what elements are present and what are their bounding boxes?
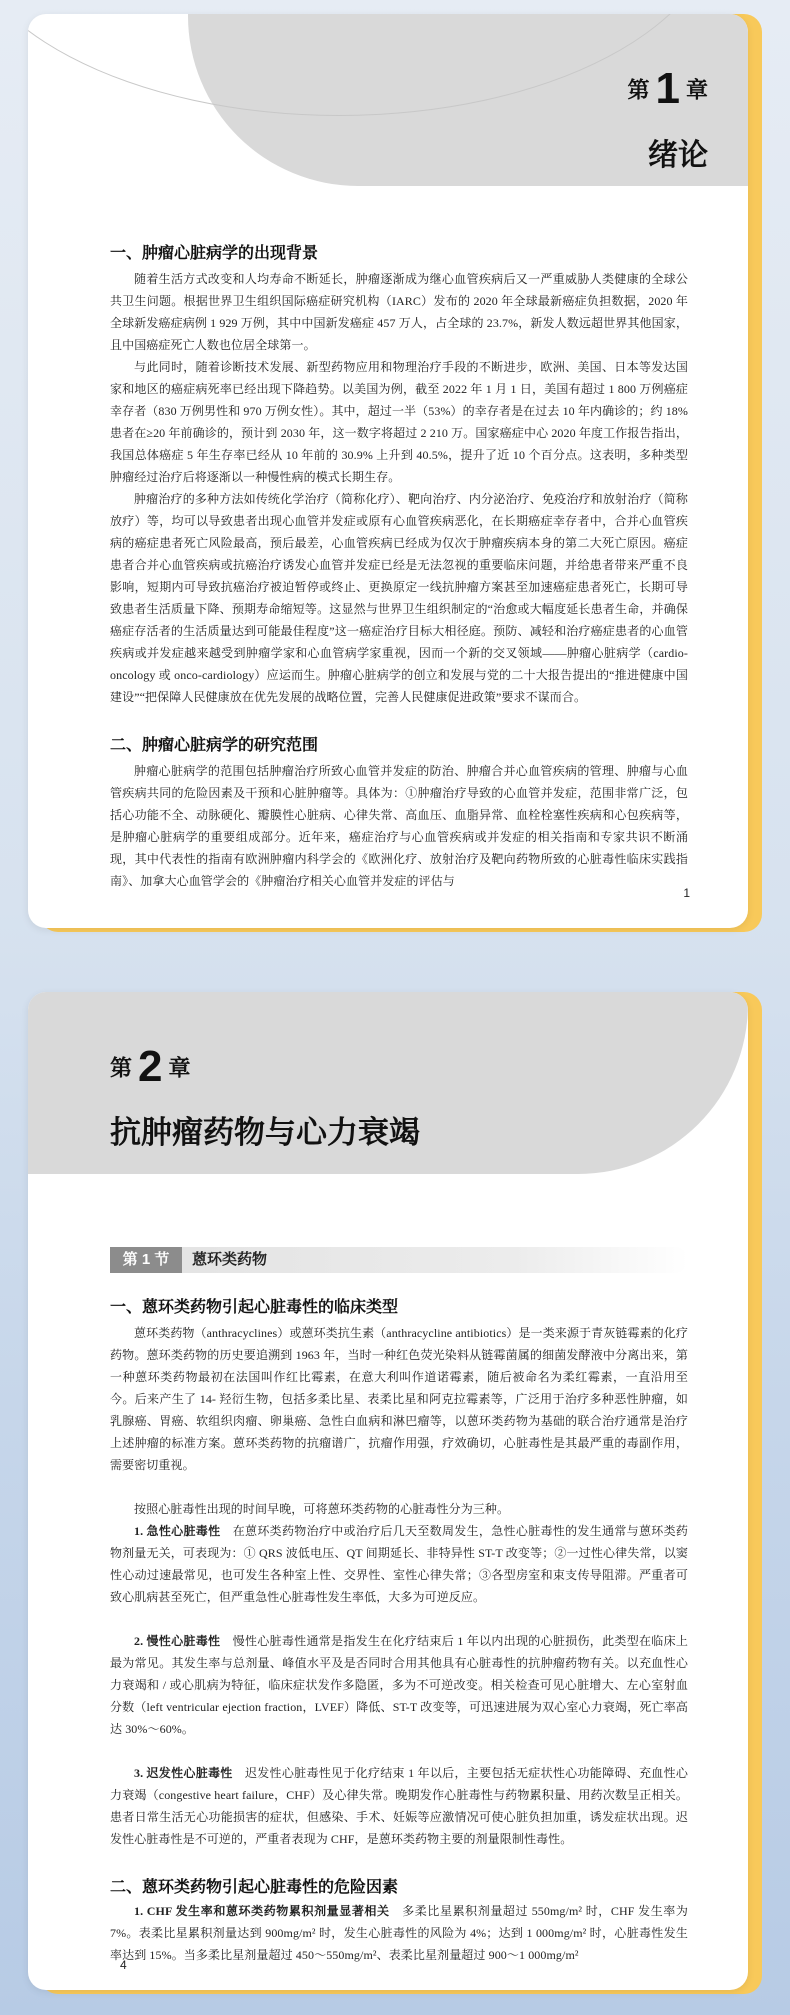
risk-paragraph xyxy=(110,1900,688,1966)
toxicity-type-paragraph xyxy=(110,1630,688,1740)
body-paragraph: 蒽环类药物（anthracyclines）或蒽环类抗生素（anthracycline antibiotics）是一类来源于青灰链霉素的化疗药物。蒽环类药物的历史要追溯到 1963 年，当时一种红色荧光染料从链霉菌属的细菌发酵液中分离出来，第一种蒽环类药物最初在法国叫作红比霉素，在意大利叫作道诺霉素，随后被命名为柔红霉素，一直沿用至今。后来产生了 14- 羟衍生物，包括多柔比星、表柔比星和阿克拉霉素等，广泛用于治疗多种恶性肿瘤，如乳腺癌、胃癌、软组织肉瘤、卵巢癌、急性白血病和淋巴瘤等，以蒽环类药物为基础的联合治疗通常是治疗上述肿瘤的标准方案。蒽环类药物的抗瘤谱广，抗瘤作用强，疗效确切，心脏毒性是其最严重的毒副作用，需要密切重视。 xyxy=(110,1326,688,1472)
section-title: 蒽环类药物 xyxy=(192,1251,268,1268)
body-paragraph: 肿瘤心脏病学的范围包括肿瘤治疗所致心血管并发症的防治、肿瘤合并心血管疾病的管理、肿瘤与心血管疾病共同的危险因素及干预和心脏肿瘤等。具体为：①肿瘤治疗导致的心血管并发症，范围非常广泛，包括心功能不全、动脉硬化、瓣膜性心脏病、心律失常、高血压、血脂异常、血栓栓塞性疾病和心包疾病等，是肿瘤心脏病学的重要组成部分。近年来，癌症治疗与心血管疾病或并发症的相关指南和专家共识不断涌现，其中代表性的指南有欧洲肿瘤内科学会的《欧洲化疗、放射治疗及靶向药物所致的心脏毒性临床实践指南》、加拿大心血管学会的《肿瘤治疗相关心血管并发症的评估与 xyxy=(110,764,688,888)
paragraph-lead: 3. 迟发性心脏毒性 xyxy=(134,1766,233,1780)
toxicity-type-paragraph xyxy=(110,1762,688,1850)
section-heading: 一、肿瘤心脏病学的出现背景 xyxy=(110,245,319,262)
chapter-number: 2 xyxy=(138,1042,163,1091)
body-paragraph: 随着生活方式改变和人均寿命不断延长，肿瘤逐渐成为继心血管疾病后又一严重威胁人类健康的全球公共卫生问题。根据世界卫生组织国际癌症研究机构（IARC）发布的 2020 年全球最新癌症负担数据，2020 年全球新发癌症病例 1 929 万例，其中中国新发癌症 457 万人，占全球的 23.7%，新发人数远超世界其他国家，且中国癌症死亡人数也位居全球第一。 xyxy=(110,272,688,352)
chapter-title: 抗肿瘤药物与心力衰竭 xyxy=(110,1115,420,1150)
section-number-tag: 第 1 节 xyxy=(110,1247,182,1273)
paragraph-text: 慢性心脏毒性通常是指发生在化疗结束后 1 年以内出现的心脏损伤，此类型在临床上最为常见。其发生率与总剂量、峰值水平及是否同时合用其他具有心脏毒性的抗肿瘤药物有关。以充血性心力衰竭和 / 或心肌病为特征，临床症状发作多隐匿，多为不可逆改变。相关检查可见心脏增大、左心室射血分数（left ventricular ejection fraction，LVEF）降低、ST-T 改变等，可迅速进展为双心室心力衰竭，死亡率高达 30%～60%。 xyxy=(110,1634,689,1736)
body-paragraph: 按照心脏毒性出现的时间早晚，可将蒽环类药物的心脏毒性分为三种。 xyxy=(134,1502,510,1516)
chapter-title: 绪论 xyxy=(648,139,708,172)
page-2 xyxy=(28,992,748,1990)
page-1 xyxy=(28,14,748,928)
chapter-prefix: 第 xyxy=(627,77,650,103)
body-paragraph: 与此同时，随着诊断技术发展、新型药物应用和物理治疗手段的不断进步，欧洲、美国、日本等发达国家和地区的癌症病死率已经出现下降趋势。以美国为例，截至 2022 年 1 月 1 日，美国有超过 1 800 万例癌症幸存者（830 万例男性和 970 万例女性）。其中，超过一半（53%）的幸存者是在过去 10 年内确诊的；约 18% 患者在≥20 年前确诊的，预计到 2030 年，这一数字将超过 2 210 万。国家癌症中心 2020 年度工作报告指出，我国总体癌症 5 年生存率已经从 10 年前的 30.9% 上升到 40.5%，提升了近 10 个百分点。这表明，多种类型肿瘤经过治疗后将逐渐以一种慢性病的模式长期生存。 xyxy=(110,360,688,484)
chapter-label xyxy=(110,1042,191,1092)
body-paragraph: 肿瘤治疗的多种方法如传统化学治疗（简称化疗）、靶向治疗、内分泌治疗、免疫治疗和放射治疗（简称放疗）等，均可以导致患者出现心血管并发症或原有心血管疾病恶化，在长期癌症幸存者中，合并心血管疾病的癌症患者死亡风险最高，预后最差，心血管疾病已经成为仅次于肿瘤疾病本身的第二大死亡原因。癌症患者合并心血管疾病或抗癌治疗诱发心血管并发症已经是无法忽视的重要临床问题，并给患者带来严重不良影响，短期内可导致抗癌治疗被迫暂停或终止、更换原定一线抗肿瘤方案甚至加速癌症患者死亡，长期可导致患者生活质量下降、预期寿命缩短等。这显然与世界卫生组织制定的“治愈或大幅度延长患者生命，并确保癌症存活者的生活质量达到可能最佳程度”这一癌症治疗目标大相径庭。预防、减轻和治疗癌症患者的心血管疾病或并发症越来越受到肿瘤学家和心血管病学家重视，因而一个新的交叉领域——肿瘤心脏病学（cardio-oncology 或 onco-cardiology）应运而生。肿瘤心脏病学的创立和发展与党的二十大报告提出的“推进健康中国建设”“把保障人民健康放在优先发展的战略位置，完善人民健康促进政策”要求不谋而合。 xyxy=(110,492,688,704)
paragraph-lead: 2. 慢性心脏毒性 xyxy=(134,1634,221,1648)
chapter-prefix: 第 xyxy=(110,1055,133,1081)
paragraph-text: 在蒽环类药物治疗中或治疗后几天至数周发生，急性心脏毒性的发生通常与蒽环类药物剂量无关，可表现为：① QRS 波低电压、QT 间期延长、非特异性 ST-T 改变等；②一过性心律失常，以窦性心动过速最常见，也可发生各种室上性、交界性、室性心律失常；③各型房室和束支传导阻滞。严重者可致心肌病甚至死亡，但严重急性心脏毒性发生率低，大多为可逆反应。 xyxy=(110,1524,688,1604)
paragraph-lead: 1. CHF 发生率和蒽环类药物累积剂量显著相关 xyxy=(134,1904,390,1918)
paragraph-lead: 1. 急性心脏毒性 xyxy=(134,1524,221,1538)
section-bar xyxy=(110,1247,688,1273)
chapter-suffix: 章 xyxy=(168,1055,191,1081)
section-heading: 二、蒽环类药物引起心脏毒性的危险因素 xyxy=(110,1879,399,1896)
paragraph-text: 迟发性心脏毒性见于化疗结束 1 年以后，主要包括无症状性心功能障碍、充血性心力衰竭（congestive heart failure，CHF）及心律失常。晚期发作心脏毒性与药物累积量、用药次数呈正相关。患者日常生活无心功能损害的症状，但感染、手术、妊娠等应激情况可使心脏负担加重，诱发症状出现。迟发性心脏毒性是不可逆的，严重者表现为 CHF，是蒽环类药物主要的剂量限制性毒性。 xyxy=(110,1766,688,1846)
paragraph-text: 多柔比星累积剂量超过 550mg/m² 时，CHF 发生率为 7%。表柔比星累积剂量达到 900mg/m² 时，发生心脏毒性的风险为 4%；达到 1 000mg/m² 时，心脏毒性发生率达到 15%。当多柔比星剂量超过 450～550mg/m²、表柔比星剂量超过 900～1 000mg/m² xyxy=(110,1904,688,1962)
section-heading: 一、蒽环类药物引起心脏毒性的临床类型 xyxy=(110,1299,399,1316)
chapter-suffix: 章 xyxy=(685,77,708,103)
chapter-label xyxy=(627,64,708,114)
page-number: 4 xyxy=(120,1958,127,1972)
chapter-number: 1 xyxy=(655,64,680,113)
page-number: 1 xyxy=(683,886,690,900)
toxicity-type-paragraph xyxy=(110,1520,688,1608)
section-heading: 二、肿瘤心脏病学的研究范围 xyxy=(110,737,319,754)
